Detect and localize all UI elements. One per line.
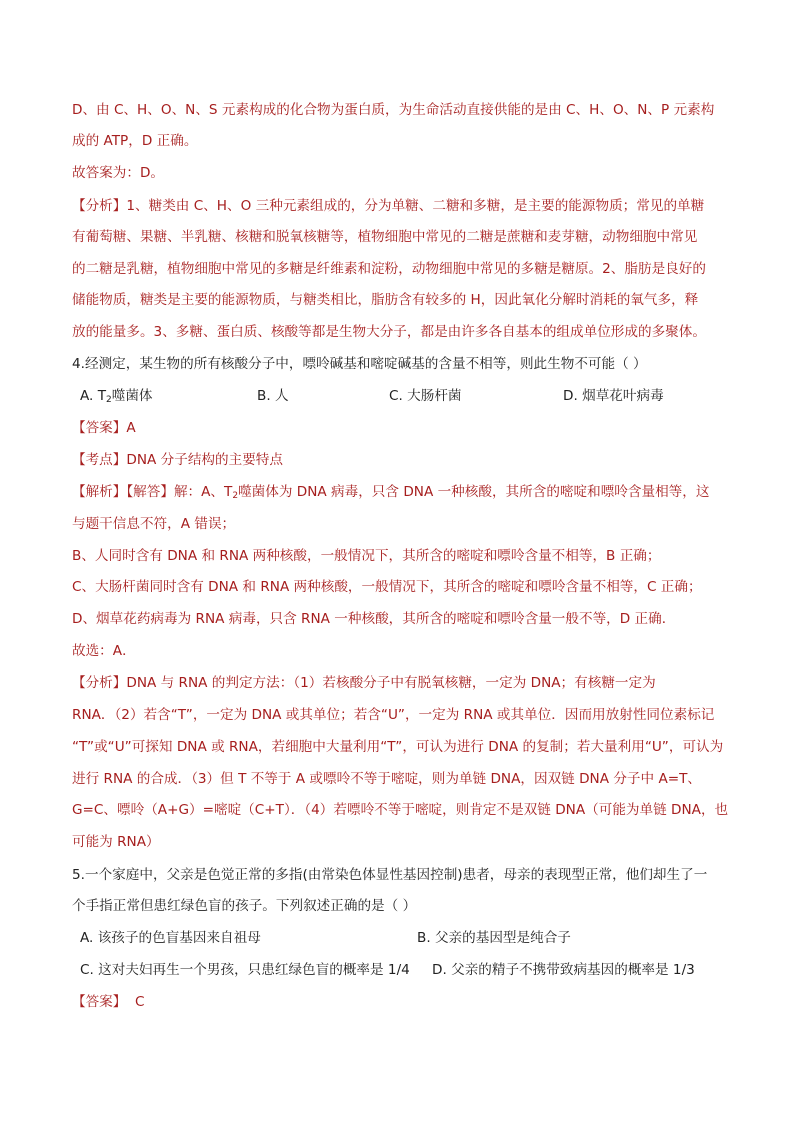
q4-explanation: 【解析】【解答】解：A、$T_2$噬菌体为 DNA 病毒，只含 DNA 一种核酸，其所含的嘧啶和嘌呤含量相等，这 xyxy=(72,484,710,501)
q4-option-d: D. 烟草花叶病毒 xyxy=(563,388,664,404)
q5-option-c: C. 这对夫妇再生一个男孩，只患红绿色盲的概率是 1/4 xyxy=(80,962,410,978)
analysis-line: 【分析】1、糖类由 C、H、O 三种元素组成的，分为单糖、二糖和多糖，是主要的能源物质；常见的单糖 xyxy=(72,198,705,214)
q4-analysis: G=C、嘌呤（A+G）=嘧啶（C+T）．（4）若嘌呤不等于嘧啶，则肯定不是双链 DNA（可能为单链 DNA，也 xyxy=(72,802,729,818)
q4-analysis: 可能为 RNA） xyxy=(72,834,160,850)
question-4-stem: 4.经测定，某生物的所有核酸分子中，嘌呤碱基和嘧啶碱基的含量不相等，则此生物不可能（ ） xyxy=(72,356,647,372)
analysis-line: 的二糖是乳糖，植物细胞中常见的多糖是纤维素和淀粉，动物细胞中常见的多糖是糖原。2、脂肪是良好的 xyxy=(72,261,706,277)
q4-analysis: RNA．（2）若含“T”，一定为 DNA 或其单位；若含“U”，一定为 RNA 或其单位．因而用放射性同位素标记 xyxy=(72,707,715,723)
text-line: D、由 C、H、O、N、S 元素构成的化合物为蛋白质，为生命活动直接供能的是由 C、H、O、N、P 元素构 xyxy=(72,102,715,118)
q4-analysis: “T”或“U”可探知 DNA 或 RNA，若细胞中大量利用“T”，可认为进行 DNA 的复制；若大量利用“U”，可认为 xyxy=(72,739,724,755)
question-5-stem: 5.一个家庭中，父亲是色觉正常的多指(由常染色体显性基因控制)患者，母亲的表现型正常，他们却生了一 xyxy=(72,867,708,883)
text-line: 故答案为：D。 xyxy=(72,165,165,181)
q5-option-b: B. 父亲的基因型是纯合子 xyxy=(417,930,571,946)
q4-test-point: 【考点】DNA 分子结构的主要特点 xyxy=(72,452,283,468)
q4-option-c: C. 大肠杆菌 xyxy=(389,388,462,404)
q4-explanation: B、人同时含有 DNA 和 RNA 两种核酸，一般情况下，其所含的嘧啶和嘌呤含量不相等，B 正确； xyxy=(72,548,661,564)
q5-option-a: A. 该孩子的色盲基因来自祖母 xyxy=(80,930,261,946)
q4-answer: 【答案】A xyxy=(72,420,136,436)
question-5-stem: 个手指正常但患红绿色盲的孩子。下列叙述正确的是（ ） xyxy=(72,898,417,914)
q5-answer: 【答案】 C xyxy=(72,994,145,1010)
q4-option-b: B. 人 xyxy=(257,388,289,404)
q4-analysis: 进行 RNA 的合成．（3）但 T 不等于 A 或嘌呤不等于嘧啶，则为单链 DNA，因双链 DNA 分子中 A=T、 xyxy=(72,771,702,787)
q4-explanation: C、大肠杆菌同时含有 DNA 和 RNA 两种核酸，一般情况下，其所含的嘧啶和嘌呤含量不相等，C 正确； xyxy=(72,579,702,595)
q4-option-a: A. $T_2$噬菌体 xyxy=(80,388,153,405)
analysis-line: 储能物质，糖类是主要的能源物质，与糖类相比，脂肪含有较多的 H，因此氧化分解时消耗的氧气多，释 xyxy=(72,292,699,308)
analysis-line: 放的能量多。3、多糖、蛋白质、核酸等都是生物大分子，都是由许多各自基本的组成单位形成的多聚体。 xyxy=(72,324,706,340)
text-line: 成的 ATP，D 正确。 xyxy=(72,133,198,149)
q4-explanation: 与题干信息不符，A 错误； xyxy=(72,516,236,532)
q4-explanation: D、烟草花药病毒为 RNA 病毒，只含 RNA 一种核酸，其所含的嘧啶和嘌呤含量一般不等，D 正确． xyxy=(72,611,676,627)
q4-explanation: 故选：A． xyxy=(72,643,136,659)
analysis-line: 有葡萄糖、果糖、半乳糖、核糖和脱氧核糖等，植物细胞中常见的二糖是蔗糖和麦芽糖，动物细胞中常见 xyxy=(72,229,698,245)
q5-option-d: D. 父亲的精子不携带致病基因的概率是 1/3 xyxy=(432,962,695,978)
q4-analysis: 【分析】DNA 与 RNA 的判定方法：（1）若核酸分子中有脱氧核糖，一定为 DNA；有核糖一定为 xyxy=(72,675,656,691)
